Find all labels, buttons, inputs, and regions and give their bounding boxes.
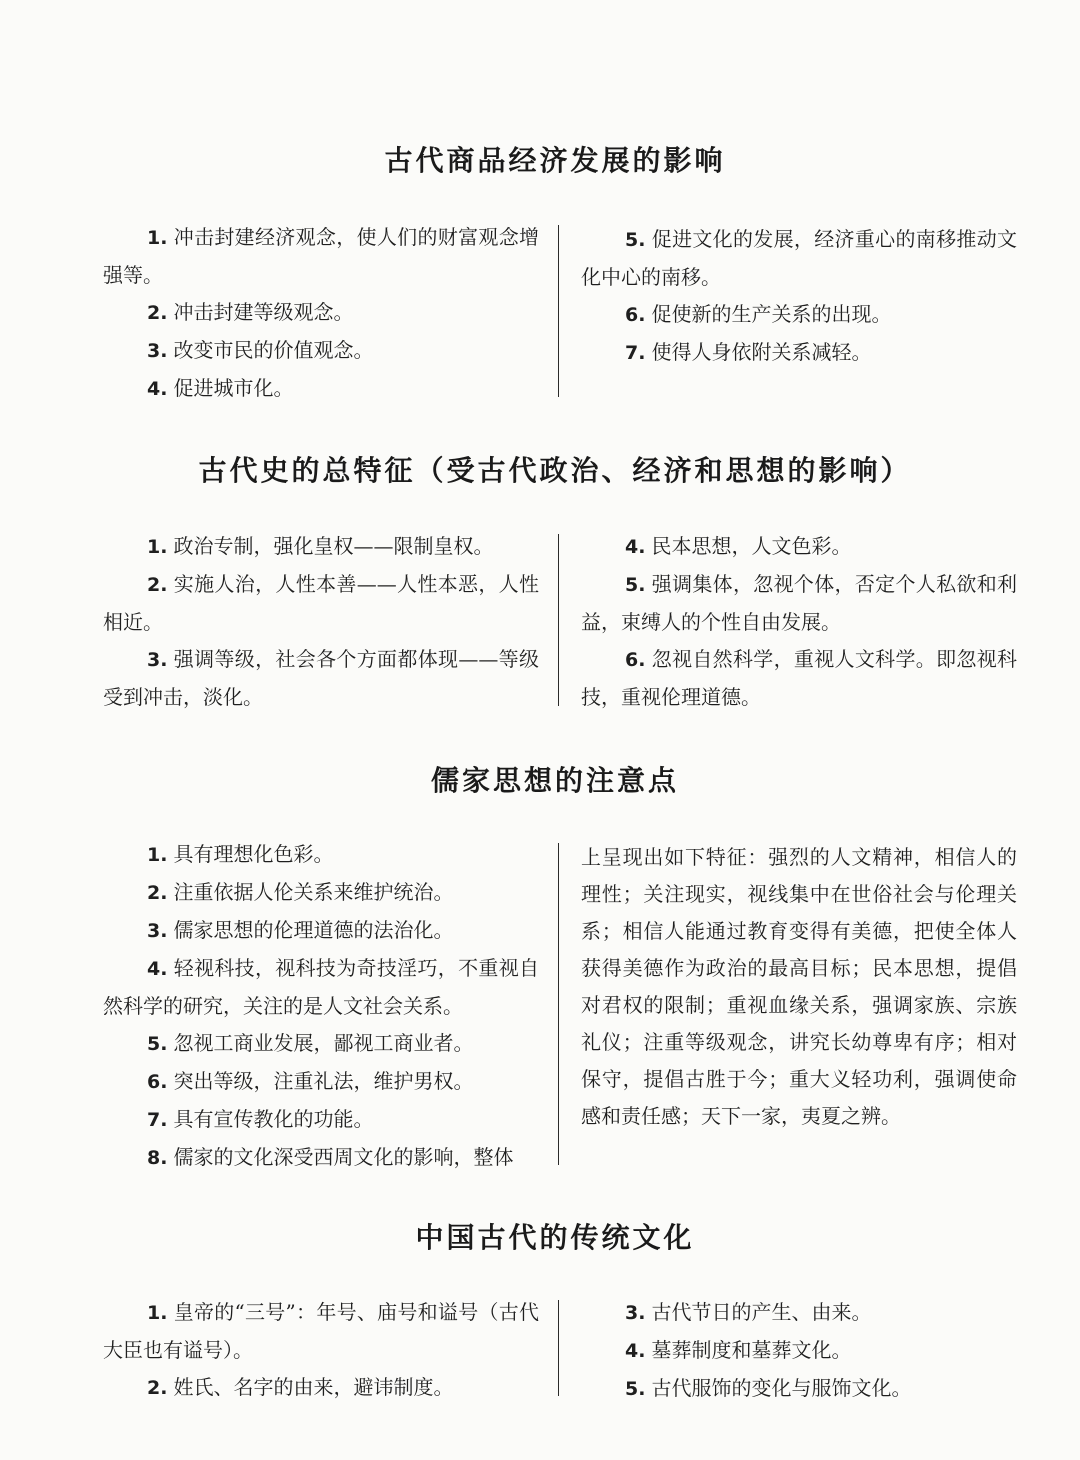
list-item xyxy=(103,294,539,332)
column-divider xyxy=(558,534,559,706)
list-item xyxy=(103,332,539,370)
list-item xyxy=(581,221,1017,296)
item-text: 强调等级，社会各个方面都体现——等级受到冲击，淡化。 xyxy=(103,647,539,709)
list-item xyxy=(103,1139,539,1177)
item-text: 忽视工商业发展，鄙视工商业者。 xyxy=(173,1031,474,1055)
list-item xyxy=(103,950,539,1025)
item-number: 7. xyxy=(625,342,646,364)
item-text: 实施人治，人性本善——人性本恶，人性相近。 xyxy=(103,572,539,634)
item-number: 4. xyxy=(625,1340,646,1362)
list-item xyxy=(103,370,539,408)
item-number: 7. xyxy=(147,1109,168,1131)
item-text: 冲击封建等级观念。 xyxy=(173,300,354,324)
item-number: 2. xyxy=(147,302,168,324)
item-text: 儒家的文化深受西周文化的影响，整体 xyxy=(173,1145,514,1169)
list-item xyxy=(103,566,539,641)
item-text: 上呈现出如下特征：强烈的人文精神，相信人的理性；关注现实，视线集中在世俗社会与伦理关系；相信人能通过教育变得有美德，把使全体人获得美德作为政治的最高目标；民本思想，提倡对君权的限制；重视血缘关系，强调家族、宗族礼仪；注重等级观念，讲究长幼尊卑有序；相对保守，提倡古胜于今；重大义轻功利，强调使命感和责任感；天下一家，夷夏之辨。 xyxy=(581,845,1017,1128)
right-column xyxy=(581,1294,1017,1408)
item-text: 墓葬制度和墓葬文化。 xyxy=(651,1338,852,1362)
item-number: 3. xyxy=(147,649,168,671)
section-title: 古代史的总特征（受古代政治、经济和思想的影响） xyxy=(198,454,912,487)
item-text: 政治专制，强化皇权——限制皇权。 xyxy=(173,534,494,558)
item-number: 8. xyxy=(147,1147,168,1169)
left-column xyxy=(103,219,539,408)
item-number: 4. xyxy=(147,378,168,400)
list-item xyxy=(103,1025,539,1063)
item-text: 民本思想，人文色彩。 xyxy=(651,534,852,558)
list-item xyxy=(581,1294,1017,1332)
item-text: 具有宣传教化的功能。 xyxy=(173,1107,374,1131)
item-text: 儒家思想的伦理道德的法治化。 xyxy=(173,918,454,942)
right-column xyxy=(581,839,1017,1135)
list-item xyxy=(581,1332,1017,1370)
item-text: 古代节日的产生、由来。 xyxy=(651,1300,872,1324)
list-item xyxy=(581,296,1017,334)
item-text: 皇帝的“三号”：年号、庙号和谥号（古代大臣也有谥号）。 xyxy=(103,1300,539,1362)
list-item xyxy=(103,641,539,716)
item-number: 6. xyxy=(625,304,646,326)
item-text: 古代服饰的变化与服饰文化。 xyxy=(651,1376,912,1400)
list-item xyxy=(581,566,1017,641)
list-item xyxy=(103,1063,539,1101)
list-item xyxy=(103,1101,539,1139)
item-text: 轻视科技，视科技为奇技淫巧，不重视自然科学的研究，关注的是人文社会关系。 xyxy=(103,956,539,1018)
list-item xyxy=(103,528,539,566)
left-column xyxy=(103,528,539,716)
item-number: 4. xyxy=(625,536,646,558)
column-divider xyxy=(558,225,559,397)
item-text: 改变市民的价值观念。 xyxy=(173,338,374,362)
item-text: 强调集体，忽视个体，否定个人私欲和利益，束缚人的个性自由发展。 xyxy=(581,572,1017,634)
right-column xyxy=(581,221,1017,372)
item-text: 注重依据人伦关系来维护统治。 xyxy=(173,880,454,904)
item-number: 5. xyxy=(625,1378,646,1400)
item-text: 姓氏、名字的由来，避讳制度。 xyxy=(173,1375,454,1399)
list-item-continued xyxy=(581,839,1017,1135)
item-text: 冲击封建经济观念，使人们的财富观念增强等。 xyxy=(103,225,539,287)
item-number: 5. xyxy=(147,1033,168,1055)
column-divider xyxy=(558,1300,559,1396)
list-item xyxy=(581,1370,1017,1408)
left-column xyxy=(103,1294,539,1407)
item-text: 促进城市化。 xyxy=(173,376,294,400)
item-text: 促进文化的发展，经济重心的南移推动文化中心的南移。 xyxy=(581,227,1017,289)
item-number: 1. xyxy=(147,227,168,249)
item-text: 突出等级，注重礼法，维护男权。 xyxy=(173,1069,474,1093)
item-number: 3. xyxy=(147,920,168,942)
list-item xyxy=(103,912,539,950)
right-column xyxy=(581,528,1017,716)
item-number: 2. xyxy=(147,1377,168,1399)
item-number: 2. xyxy=(147,882,168,904)
list-item xyxy=(103,219,539,294)
item-text: 忽视自然科学，重视人文科学。即忽视科技，重视伦理道德。 xyxy=(581,647,1017,709)
item-number: 3. xyxy=(625,1302,646,1324)
column-divider xyxy=(558,843,559,1165)
left-column xyxy=(103,836,539,1177)
list-item xyxy=(581,334,1017,372)
section-title: 古代商品经济发展的影响 xyxy=(384,144,726,177)
item-number: 1. xyxy=(147,844,168,866)
item-number: 5. xyxy=(625,229,646,251)
item-number: 3. xyxy=(147,340,168,362)
list-item xyxy=(103,836,539,874)
item-number: 5. xyxy=(625,574,646,596)
item-number: 1. xyxy=(147,536,168,558)
item-text: 具有理想化色彩。 xyxy=(173,842,334,866)
item-number: 4. xyxy=(147,958,168,980)
section-title: 中国古代的传统文化 xyxy=(415,1221,695,1254)
list-item xyxy=(581,641,1017,716)
list-item xyxy=(103,1294,539,1369)
item-text: 使得人身依附关系减轻。 xyxy=(651,340,872,364)
item-number: 6. xyxy=(147,1071,168,1093)
item-number: 2. xyxy=(147,574,168,596)
section-title: 儒家思想的注意点 xyxy=(430,764,679,797)
list-item xyxy=(103,1369,539,1407)
list-item xyxy=(581,528,1017,566)
item-number: 1. xyxy=(147,1302,168,1324)
list-item xyxy=(103,874,539,912)
item-text: 促使新的生产关系的出现。 xyxy=(651,302,892,326)
item-number: 6. xyxy=(625,649,646,671)
